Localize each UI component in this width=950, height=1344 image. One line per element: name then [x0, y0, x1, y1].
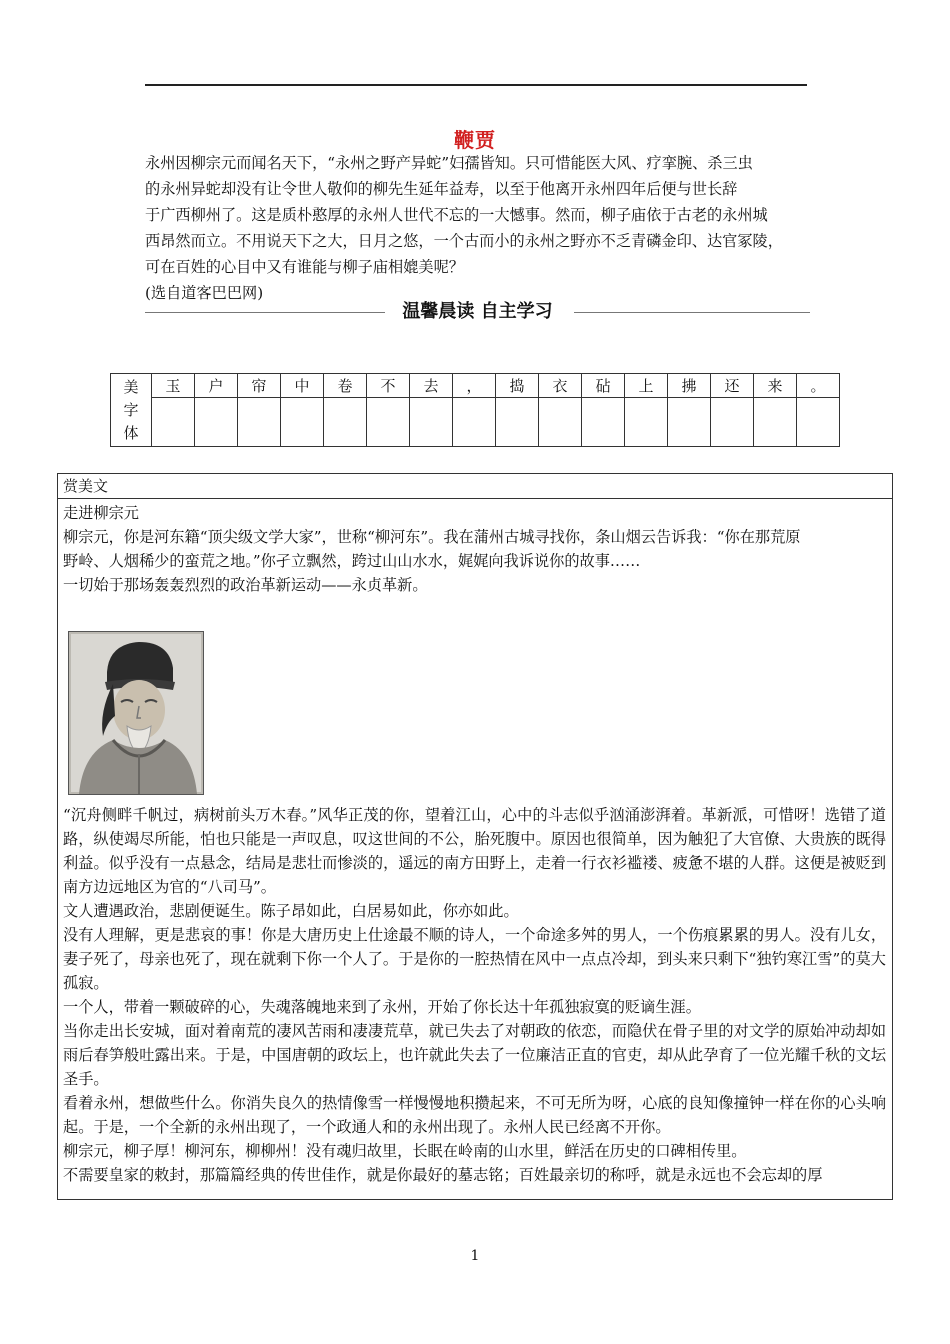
copy-blank-cell[interactable]: [625, 398, 668, 447]
header-rule: [145, 84, 807, 86]
copy-char: 衣: [539, 374, 582, 398]
paragraph-line: 野岭、人烟稀少的蛮荒之地。”你孑立飘然，跨过山山水水，娓娓向我诉说你的故事……: [63, 552, 641, 570]
paragraph: 文人遭遇政治，悲剧便诞生。陈子昂如此，白居易如此，你亦如此。: [63, 902, 519, 920]
paragraph: 当你走出长安城，面对着南荒的凄风苦雨和凄凄荒草，就已失去了对朝政的依恋，而隐伏在骨子里的对文学的原始冲动却如雨后春笋般吐露出来。于是，中国唐朝的政坛上，也许就此失去了一位廉洁正直的官吏，却从此孕育了一位光耀千秋的文坛圣手。: [63, 1022, 886, 1088]
paragraph: 不需要皇家的敕封，那篇篇经典的传世佳作，就是你最好的墓志铭；百姓最亲切的称呼，就是永远也不会忘却的厚: [63, 1166, 823, 1184]
copy-char: 卷: [324, 374, 367, 398]
copy-char: 去: [410, 374, 453, 398]
copy-blank-cell[interactable]: [453, 398, 496, 447]
copy-char: 拂: [668, 374, 711, 398]
paragraph-line: 一切始于那场轰轰烈烈的政治革新运动——永贞革新。: [63, 576, 428, 594]
intro-line: 于广西柳州了。这是质朴憨厚的永州人世代不忘的一大憾事。然而，柳子庙依于古老的永州城: [145, 206, 768, 224]
copy-blank-cell[interactable]: [754, 398, 797, 447]
portrait-image: [69, 632, 203, 794]
banner-text: 温馨晨读 自主学习: [398, 301, 556, 322]
copy-char: 户: [195, 374, 238, 398]
paragraph: “沉舟侧畔千帆过，病树前头万木春。”风华正茂的你，望着江山，心中的斗志似乎汹涌澎湃着。革新派，可惜呀！选错了道路，纵使竭尽所能，怕也只能是一声叹息，叹这世间的不公，胎死腹中。原因也很简单，因为触犯了大官僚、大贵族的既得利益。似乎没有一点悬念，结局是悲壮而惨淡的，遥远的南方田野上，走着一行衣衫褴褛、疲惫不堪的人群。这便是被贬到南方边远地区为官的“八司马”。: [63, 806, 886, 896]
copy-char: 不: [367, 374, 410, 398]
intro-source: (选自道客巴巴网): [145, 284, 264, 302]
copy-blank-cell[interactable]: [539, 398, 582, 447]
copy-char: 。: [797, 374, 840, 398]
copy-char: 玉: [152, 374, 195, 398]
reading-box: [57, 473, 893, 1200]
intro-line: 的永州异蛇却没有让令世人敬仰的柳先生延年益寿，以至于他离开永州四年后便与世长辞: [145, 180, 738, 198]
page-number: 1: [470, 1248, 480, 1264]
intro-line: 可在百姓的心目中又有谁能与柳子庙相媲美呢？: [145, 258, 464, 276]
copy-char: 捣: [496, 374, 539, 398]
copy-blank-cell[interactable]: [668, 398, 711, 447]
paragraph-line: 柳宗元，你是河东籍“顶尖级文学大家”，世称“柳河东”。我在蒲州古城寻找你，条山烟云告诉我：“你在那荒原: [63, 528, 801, 546]
copy-blank-cell[interactable]: [496, 398, 539, 447]
copy-blank-cell[interactable]: [711, 398, 754, 447]
copy-char: ，: [453, 374, 496, 398]
copy-blank-cell[interactable]: [238, 398, 281, 447]
copy-char: 来: [754, 374, 797, 398]
copy-label-text: 美字体: [123, 377, 139, 442]
intro-text: [145, 150, 810, 306]
copy-char: 上: [625, 374, 668, 398]
paragraph: 一个人，带着一颗破碎的心，失魂落魄地来到了永州，开始了你长达十年孤独寂寞的贬谪生涯。: [63, 998, 701, 1016]
reading-heading: 走进柳宗元: [63, 504, 139, 522]
copy-blank-cell[interactable]: [367, 398, 410, 447]
reading-content: [58, 499, 892, 1187]
paragraph: 没有人理解，更是悲哀的事！你是大唐历史上仕途最不顺的诗人，一个命途多舛的男人，一个伤痕累累的男人。没有儿女，妻子死了，母亲也死了，现在就剩下你一个人了。于是你的一腔热情在风中一点点冷却，到头来只剩下“独钓寒江雪”的莫大孤寂。: [63, 926, 886, 992]
copy-char: 还: [711, 374, 754, 398]
copy-char: 帘: [238, 374, 281, 398]
paragraph: 柳宗元，柳子厚！柳河东，柳柳州！没有魂归故里，长眠在岭南的山水里，鲜活在历史的口碑相传里。: [63, 1142, 747, 1160]
copy-practice-table: [110, 373, 840, 447]
copy-blank-cell[interactable]: [195, 398, 238, 447]
page-title: 鞭贾: [454, 128, 496, 152]
liu-zongyuan-portrait: [68, 631, 204, 795]
copy-blank-cell[interactable]: [582, 398, 625, 447]
copy-blank-cell[interactable]: [797, 398, 840, 447]
reading-box-header: 赏美文: [58, 474, 892, 499]
copy-blank-cell[interactable]: [152, 398, 195, 447]
copy-blank-cell[interactable]: [410, 398, 453, 447]
intro-line: 西昂然而立。不用说天下之大，日月之悠，一个古而小的永州之野亦不乏青磷金印、达官冢陵，: [145, 232, 783, 250]
section-banner: [145, 298, 810, 326]
copy-table-label: [111, 374, 152, 447]
copy-blank-cell[interactable]: [324, 398, 367, 447]
copy-char: 中: [281, 374, 324, 398]
copy-blank-cell[interactable]: [281, 398, 324, 447]
paragraph: 看着永州，想做些什么。你消失良久的热情像雪一样慢慢地积攒起来，不可无所为呀，心底的良知像撞钟一样在你的心头响起。于是，一个全新的永州出现了，一个政通人和的永州出现了。永州人民已经离不开你。: [63, 1094, 886, 1136]
copy-char: 砧: [582, 374, 625, 398]
intro-line: 永州因柳宗元而闻名天下，“永州之野产异蛇”妇孺皆知。只可惜能医大风、疗挛腕、杀三虫: [145, 154, 753, 172]
